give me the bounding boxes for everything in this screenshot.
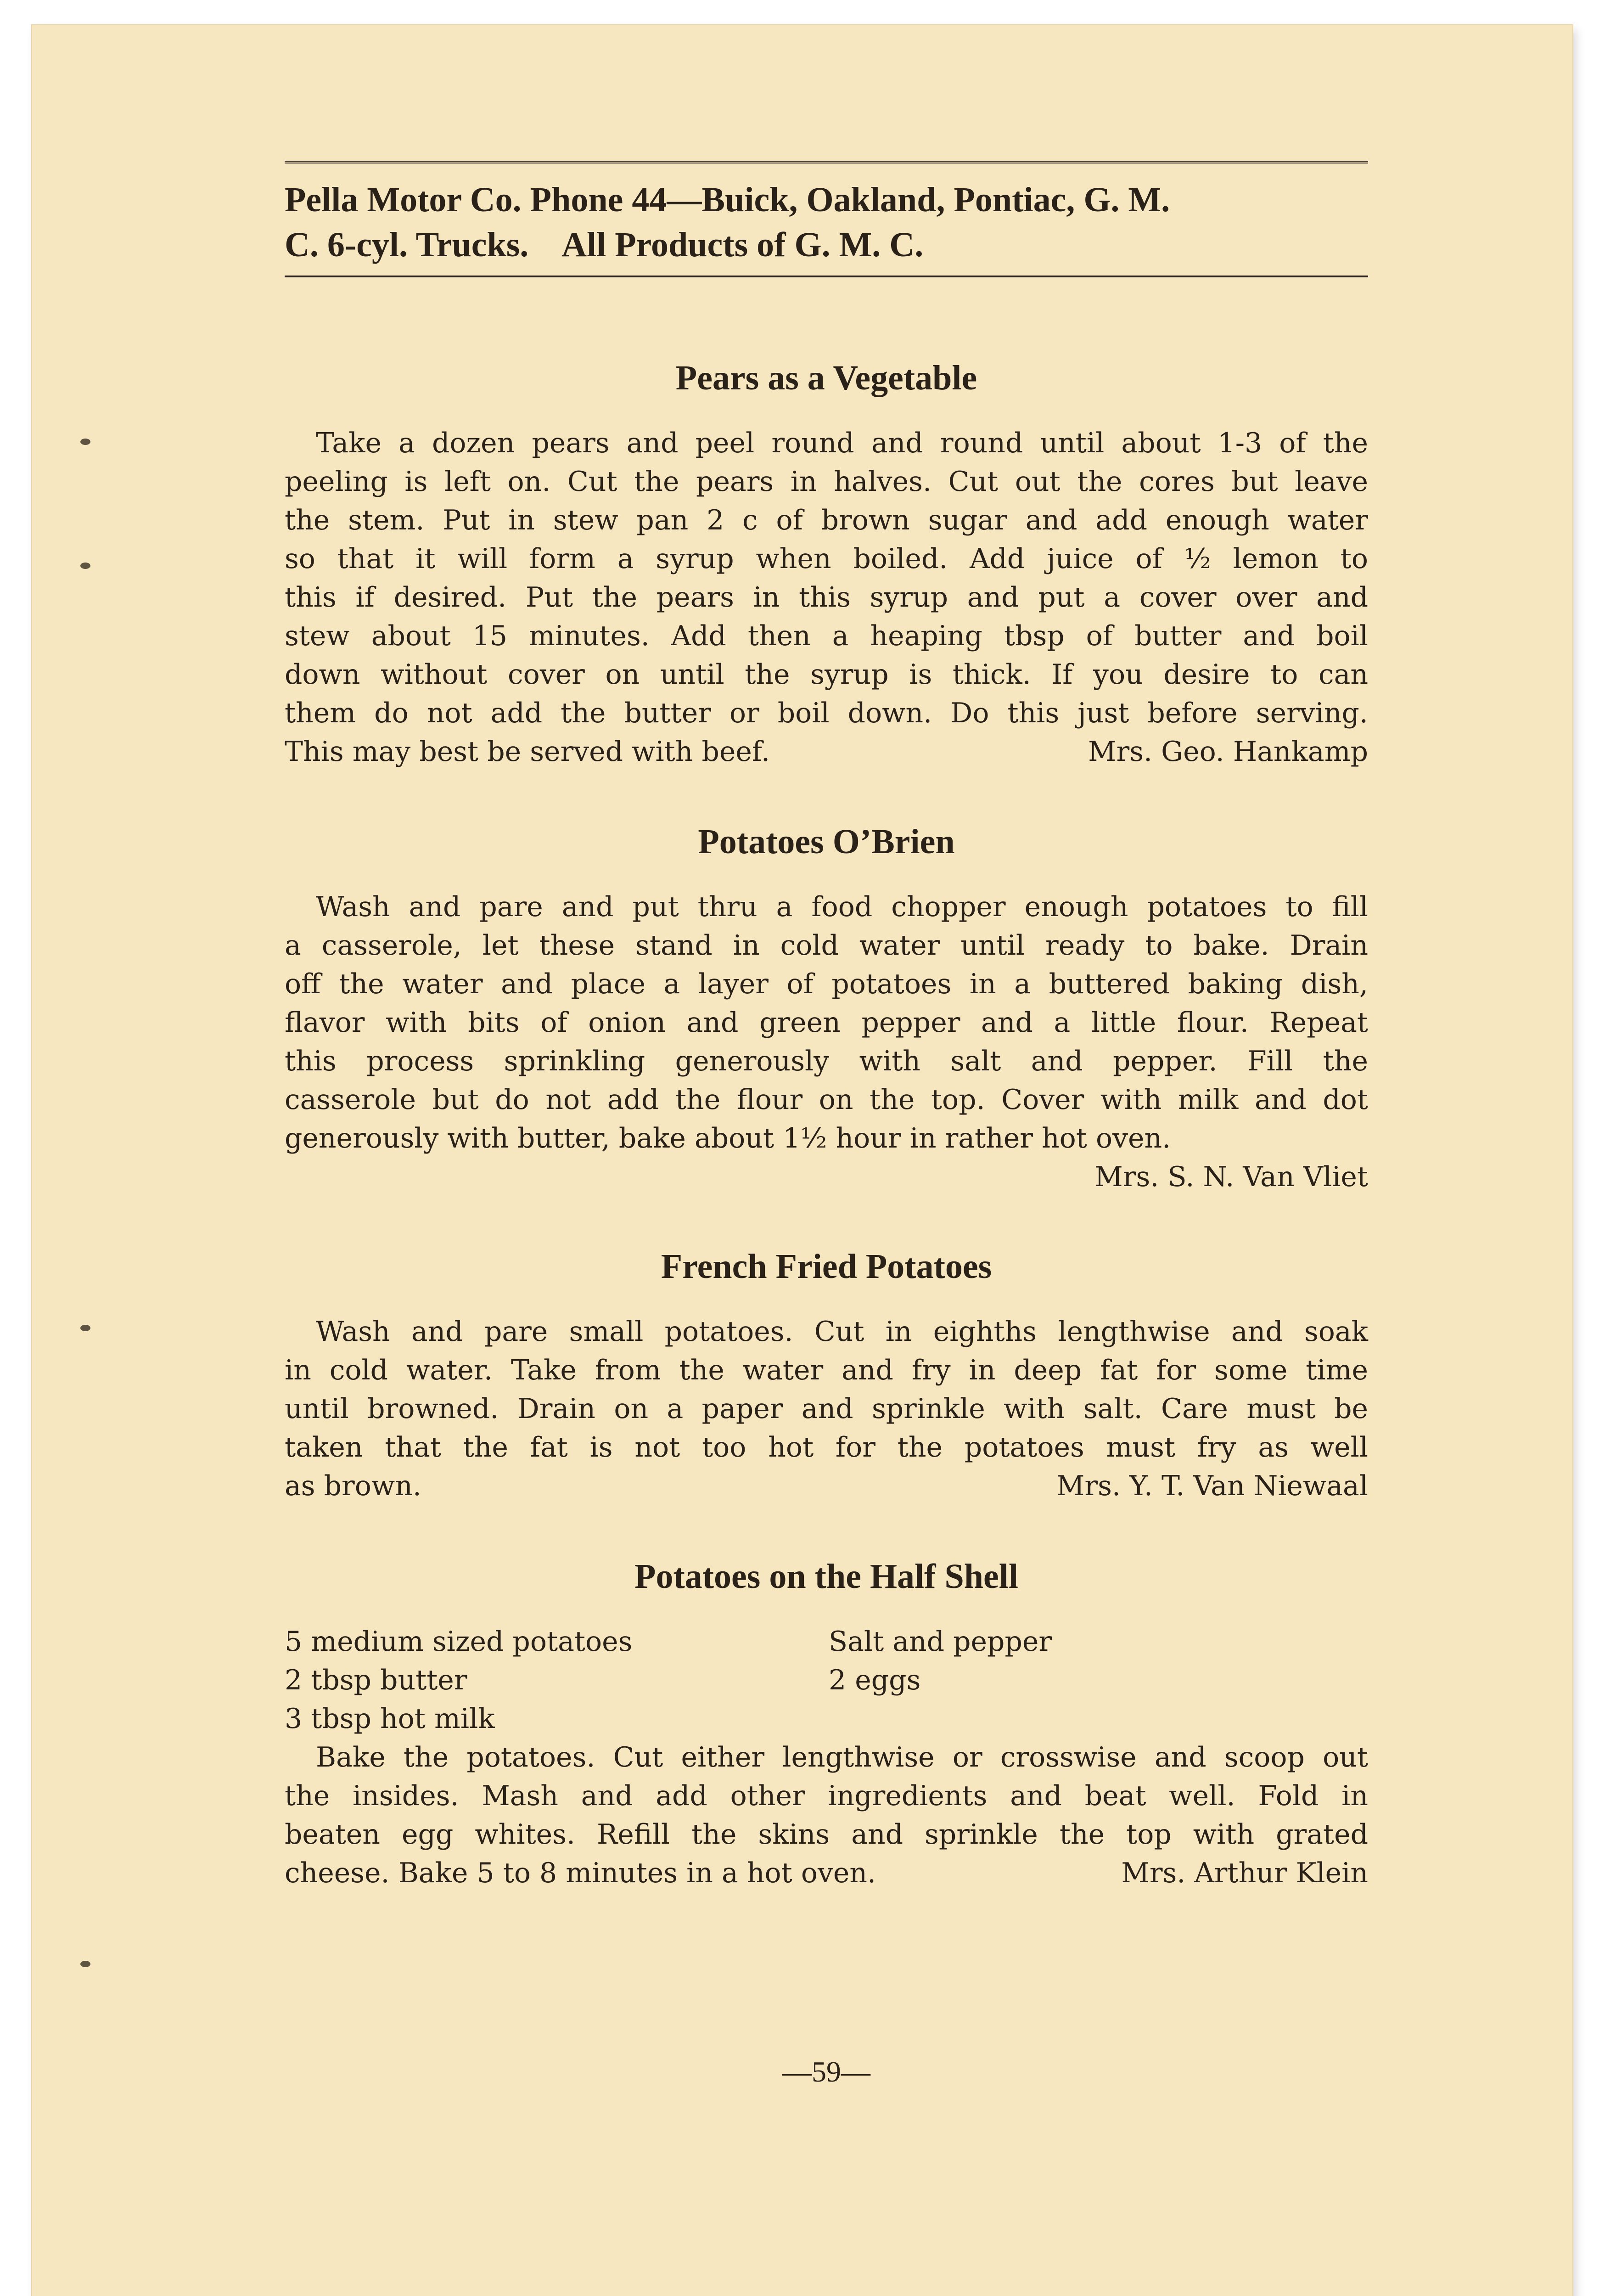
recipe-line: stew about 15 minutes. Add then a heaping tbsp of butter and boil (285, 620, 1368, 652)
ingredient-column-right (829, 1622, 1368, 1738)
header-line-2: C. 6-cyl. Trucks. All Products of G. M. C. (285, 225, 924, 264)
recipe-author: Mrs. S. N. Van Vliet (1094, 1161, 1368, 1193)
ingredient-item: 3 tbsp hot milk (285, 1703, 495, 1735)
recipe-line: as brown. (285, 1470, 421, 1502)
header-line-1: Pella Motor Co. Phone 44—Buick, Oakland, Pontiac, G. M. (285, 180, 1170, 219)
binding-mark (80, 563, 90, 569)
recipe-potatoes-on-the-half-shell (285, 1557, 1368, 1892)
recipe-line: this if desired. Put the pears in this syrup and put a cover over and (285, 581, 1368, 613)
recipe-body (285, 1312, 1368, 1505)
recipe-line: taken that the fat is not too hot for the potatoes must fry as well (285, 1431, 1368, 1463)
recipe-last-row (285, 1854, 1368, 1892)
recipe-line: in cold water. Take from the water and fry in deep fat for some time (285, 1354, 1368, 1386)
advertisement-header (285, 161, 1368, 303)
recipe-potatoes-obrien (285, 822, 1368, 1196)
recipe-last-row (285, 1467, 1368, 1505)
header-top-rule (285, 161, 1368, 163)
recipe-line: them do not add the butter or boil down. Do this just before serving. (285, 697, 1368, 729)
recipe-line: the stem. Put in stew pan 2 c of brown sugar and add enough water (285, 504, 1368, 536)
recipe-line: off the water and place a layer of potatoes in a buttered baking dish, (285, 968, 1368, 1000)
recipe-line: Wash and pare small potatoes. Cut in eighths lengthwise and soak (316, 1316, 1368, 1348)
binding-mark (80, 439, 90, 445)
recipe-line: beaten egg whites. Refill the skins and sprinkle the top with grated (285, 1818, 1368, 1851)
recipe-last-row (285, 732, 1368, 771)
recipe-line: cheese. Bake 5 to 8 minutes in a hot oven. (285, 1857, 876, 1889)
recipe-title: French Fried Potatoes (661, 1247, 992, 1286)
ingredient-item: 2 tbsp butter (285, 1664, 467, 1696)
recipe-line: so that it will form a syrup when boiled. Add juice of ½ lemon to (285, 543, 1368, 575)
recipe-author: Mrs. Arthur Klein (1121, 1857, 1368, 1889)
recipe-title: Potatoes on the Half Shell (634, 1557, 1018, 1596)
ingredient-item: 5 medium sized potatoes (285, 1626, 633, 1658)
recipe-line: Wash and pare and put thru a food chopper enough potatoes to fill (316, 891, 1368, 923)
recipe-line: down without cover on until the syrup is thick. If you desire to can (285, 658, 1368, 691)
recipe-line: a casserole, let these stand in cold water until ready to bake. Drain (285, 929, 1368, 962)
recipe-author: Mrs. Y. T. Van Niewaal (1056, 1470, 1368, 1502)
binding-mark (80, 1325, 90, 1331)
recipe-line: peeling is left on. Cut the pears in halves. Cut out the cores but leave (285, 466, 1368, 498)
recipe-pears-as-a-vegetable (285, 358, 1368, 771)
recipe-line: Bake the potatoes. Cut either lengthwise or crosswise and scoop out (316, 1741, 1368, 1773)
page-content (285, 161, 1368, 2088)
binding-mark (80, 1961, 90, 1967)
recipe-line: generously with butter, bake about 1½ hour in rather hot oven. (285, 1122, 1171, 1154)
recipe-line: the insides. Mash and add other ingredients and beat well. Fold in (285, 1780, 1368, 1812)
recipe-line: this process sprinkling generously with salt and pepper. Fill the (285, 1045, 1368, 1077)
recipe-title: Potatoes O’Brien (698, 822, 955, 861)
recipe-line: This may best be served with beef. (285, 736, 770, 768)
recipe-body (285, 1738, 1368, 1892)
ingredient-item: Salt and pepper (829, 1626, 1052, 1658)
recipe-line: until browned. Drain on a paper and sprinkle with salt. Care must be (285, 1393, 1368, 1425)
ingredient-item: 2 eggs (829, 1664, 921, 1696)
page-number: —59— (782, 2055, 870, 2088)
ingredient-list (285, 1622, 1368, 1738)
recipe-line: Take a dozen pears and peel round and round until about 1-3 of the (316, 427, 1368, 459)
recipe-line: casserole but do not add the flour on the top. Cover with milk and dot (285, 1084, 1368, 1116)
recipe-title: Pears as a Vegetable (675, 359, 977, 397)
recipe-french-fried-potatoes (285, 1247, 1368, 1505)
recipe-body (285, 888, 1368, 1196)
recipe-author: Mrs. Geo. Hankamp (1088, 736, 1368, 768)
recipe-body (285, 424, 1368, 771)
recipe-line: flavor with bits of onion and green pepper and a little flour. Repeat (285, 1007, 1368, 1039)
ingredient-column-left (285, 1622, 829, 1738)
header-bottom-rule (285, 276, 1368, 277)
